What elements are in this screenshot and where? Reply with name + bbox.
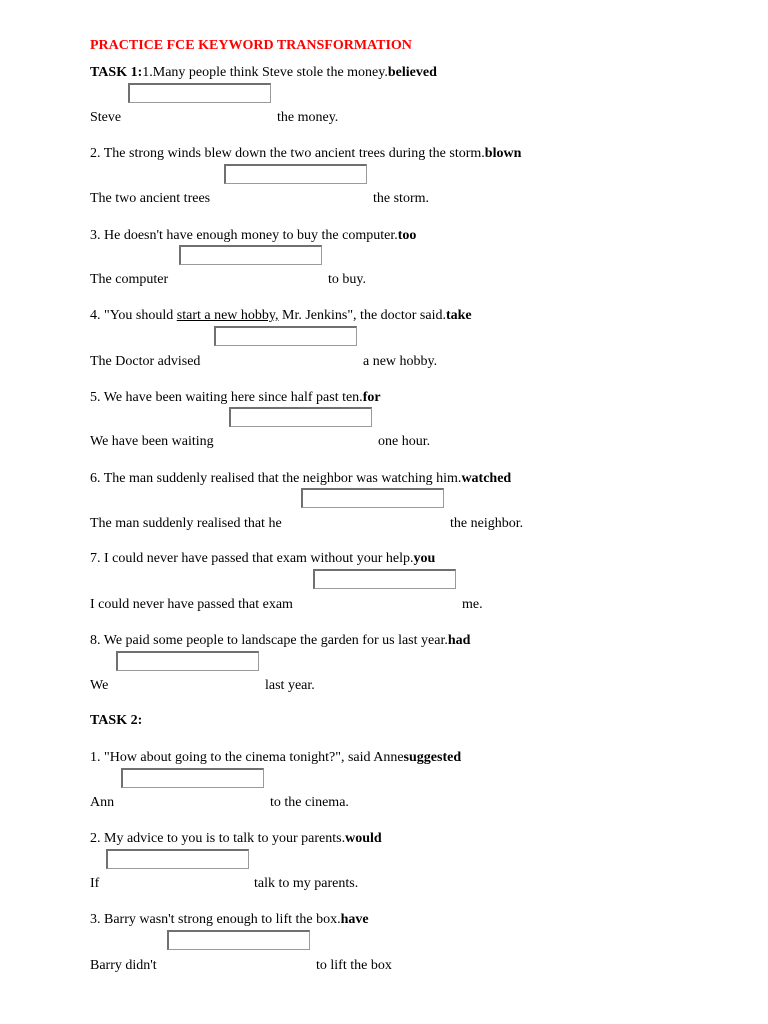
q-after-text: me.: [462, 597, 483, 612]
q-keyword: watched: [461, 471, 512, 486]
q-number: 3.: [90, 228, 101, 243]
q-keyword: blown: [484, 146, 522, 161]
q-number: 5.: [90, 390, 101, 405]
q-number: 8.: [90, 633, 101, 648]
q-after-text: to buy.: [328, 272, 366, 287]
answer-input-t1q7[interactable]: [313, 569, 456, 589]
q-after-text: the neighbor.: [450, 516, 524, 531]
q-before-text: The two ancient trees: [90, 191, 211, 206]
q-keyword: would: [345, 831, 382, 846]
q-keyword: take: [445, 308, 472, 323]
q-after-text: a new hobby.: [363, 354, 438, 369]
q-before-text: I could never have passed that exam: [90, 597, 293, 612]
q-sentence: "How about going to the cinema tonight?", said Anne: [104, 750, 404, 765]
task2-q1-prompt: [90, 750, 461, 766]
q-before-text: Barry didn't: [90, 958, 157, 973]
task1-q4-prompt: [90, 308, 472, 324]
q-sentence: Barry wasn't strong enough to lift the box.: [104, 912, 341, 927]
q-after-text: talk to my parents.: [254, 876, 359, 891]
q-sentence-pre: "You should: [104, 308, 177, 323]
q-before-text: Ann: [90, 795, 115, 810]
q-before-text: The computer: [90, 272, 169, 287]
q-after-text: the money.: [277, 110, 339, 125]
q-keyword: suggested: [403, 750, 462, 765]
q-before-text: Steve: [90, 110, 122, 125]
q-sentence: The man suddenly realised that the neighbor was watching him.: [103, 471, 462, 486]
task1-q5-prompt: [90, 390, 381, 406]
answer-input-t1q8[interactable]: [116, 651, 259, 671]
q-after-text: the storm.: [373, 191, 429, 206]
q-sentence: The strong winds blew down the two ancient trees during the storm.: [103, 146, 485, 161]
q-sentence-post: Mr. Jenkins", the doctor said.: [278, 308, 446, 323]
answer-input-t1q4[interactable]: [214, 326, 357, 346]
task1-q6-prompt: [90, 471, 511, 487]
answer-input-t1q1[interactable]: [128, 83, 271, 103]
q-after-text: to lift the box: [316, 958, 392, 973]
q-number: 1.: [142, 65, 153, 80]
page-title: PRACTICE FCE KEYWORD TRANSFORMATION: [90, 38, 412, 53]
q-number: 1.: [90, 750, 101, 765]
q-before-text: If: [90, 876, 100, 891]
q-sentence: I could never have passed that exam without your help.: [104, 551, 414, 566]
q-sentence: We have been waiting here since half past ten.: [103, 390, 363, 405]
answer-input-t1q5[interactable]: [229, 407, 372, 427]
q-number: 4.: [90, 308, 101, 323]
task1-q2-prompt: [90, 146, 521, 162]
q-sentence-underlined: start a new hobby,: [176, 308, 279, 323]
q-before-text: The Doctor advised: [90, 354, 201, 369]
answer-input-t1q2[interactable]: [224, 164, 367, 184]
answer-input-t2q1[interactable]: [121, 768, 264, 788]
q-keyword: have: [340, 912, 369, 927]
answer-input-t1q6[interactable]: [301, 488, 444, 508]
answer-input-t2q3[interactable]: [167, 930, 310, 950]
answer-input-t2q2[interactable]: [106, 849, 249, 869]
q-keyword: for: [362, 390, 381, 405]
q-number: 2.: [90, 146, 101, 161]
q-keyword: you: [413, 551, 436, 566]
q-number: 7.: [90, 551, 101, 566]
task1-q8-prompt: [90, 633, 470, 649]
q-number: 6.: [90, 471, 101, 486]
q-keyword: too: [397, 228, 417, 243]
task1-q3-prompt: [90, 228, 416, 244]
q-keyword: believed: [387, 65, 437, 80]
q-after-text: one hour.: [378, 434, 431, 449]
task1-label: TASK 1:: [90, 65, 143, 80]
q-number: 3.: [90, 912, 101, 927]
q-sentence: My advice to you is to talk to your parents.: [104, 831, 346, 846]
task2-label: TASK 2:: [90, 713, 143, 728]
task1-q7-prompt: [90, 551, 435, 567]
q-before-text: The man suddenly realised that he: [90, 516, 282, 531]
q-after-text: last year.: [265, 678, 315, 693]
task2-q2-prompt: [90, 831, 382, 847]
q-before-text: We have been waiting: [90, 434, 214, 449]
q-sentence: We paid some people to landscape the garden for us last year.: [103, 633, 448, 648]
q-number: 2.: [90, 831, 101, 846]
task2-q3-prompt: [90, 912, 369, 928]
q-sentence: Many people think Steve stole the money.: [152, 65, 388, 80]
q-after-text: to the cinema.: [270, 795, 349, 810]
task1-q1-prompt: [90, 65, 437, 81]
answer-input-t1q3[interactable]: [179, 245, 322, 265]
q-keyword: had: [447, 633, 471, 648]
q-sentence: He doesn't have enough money to buy the computer.: [104, 228, 398, 243]
q-before-text: We: [90, 678, 109, 693]
